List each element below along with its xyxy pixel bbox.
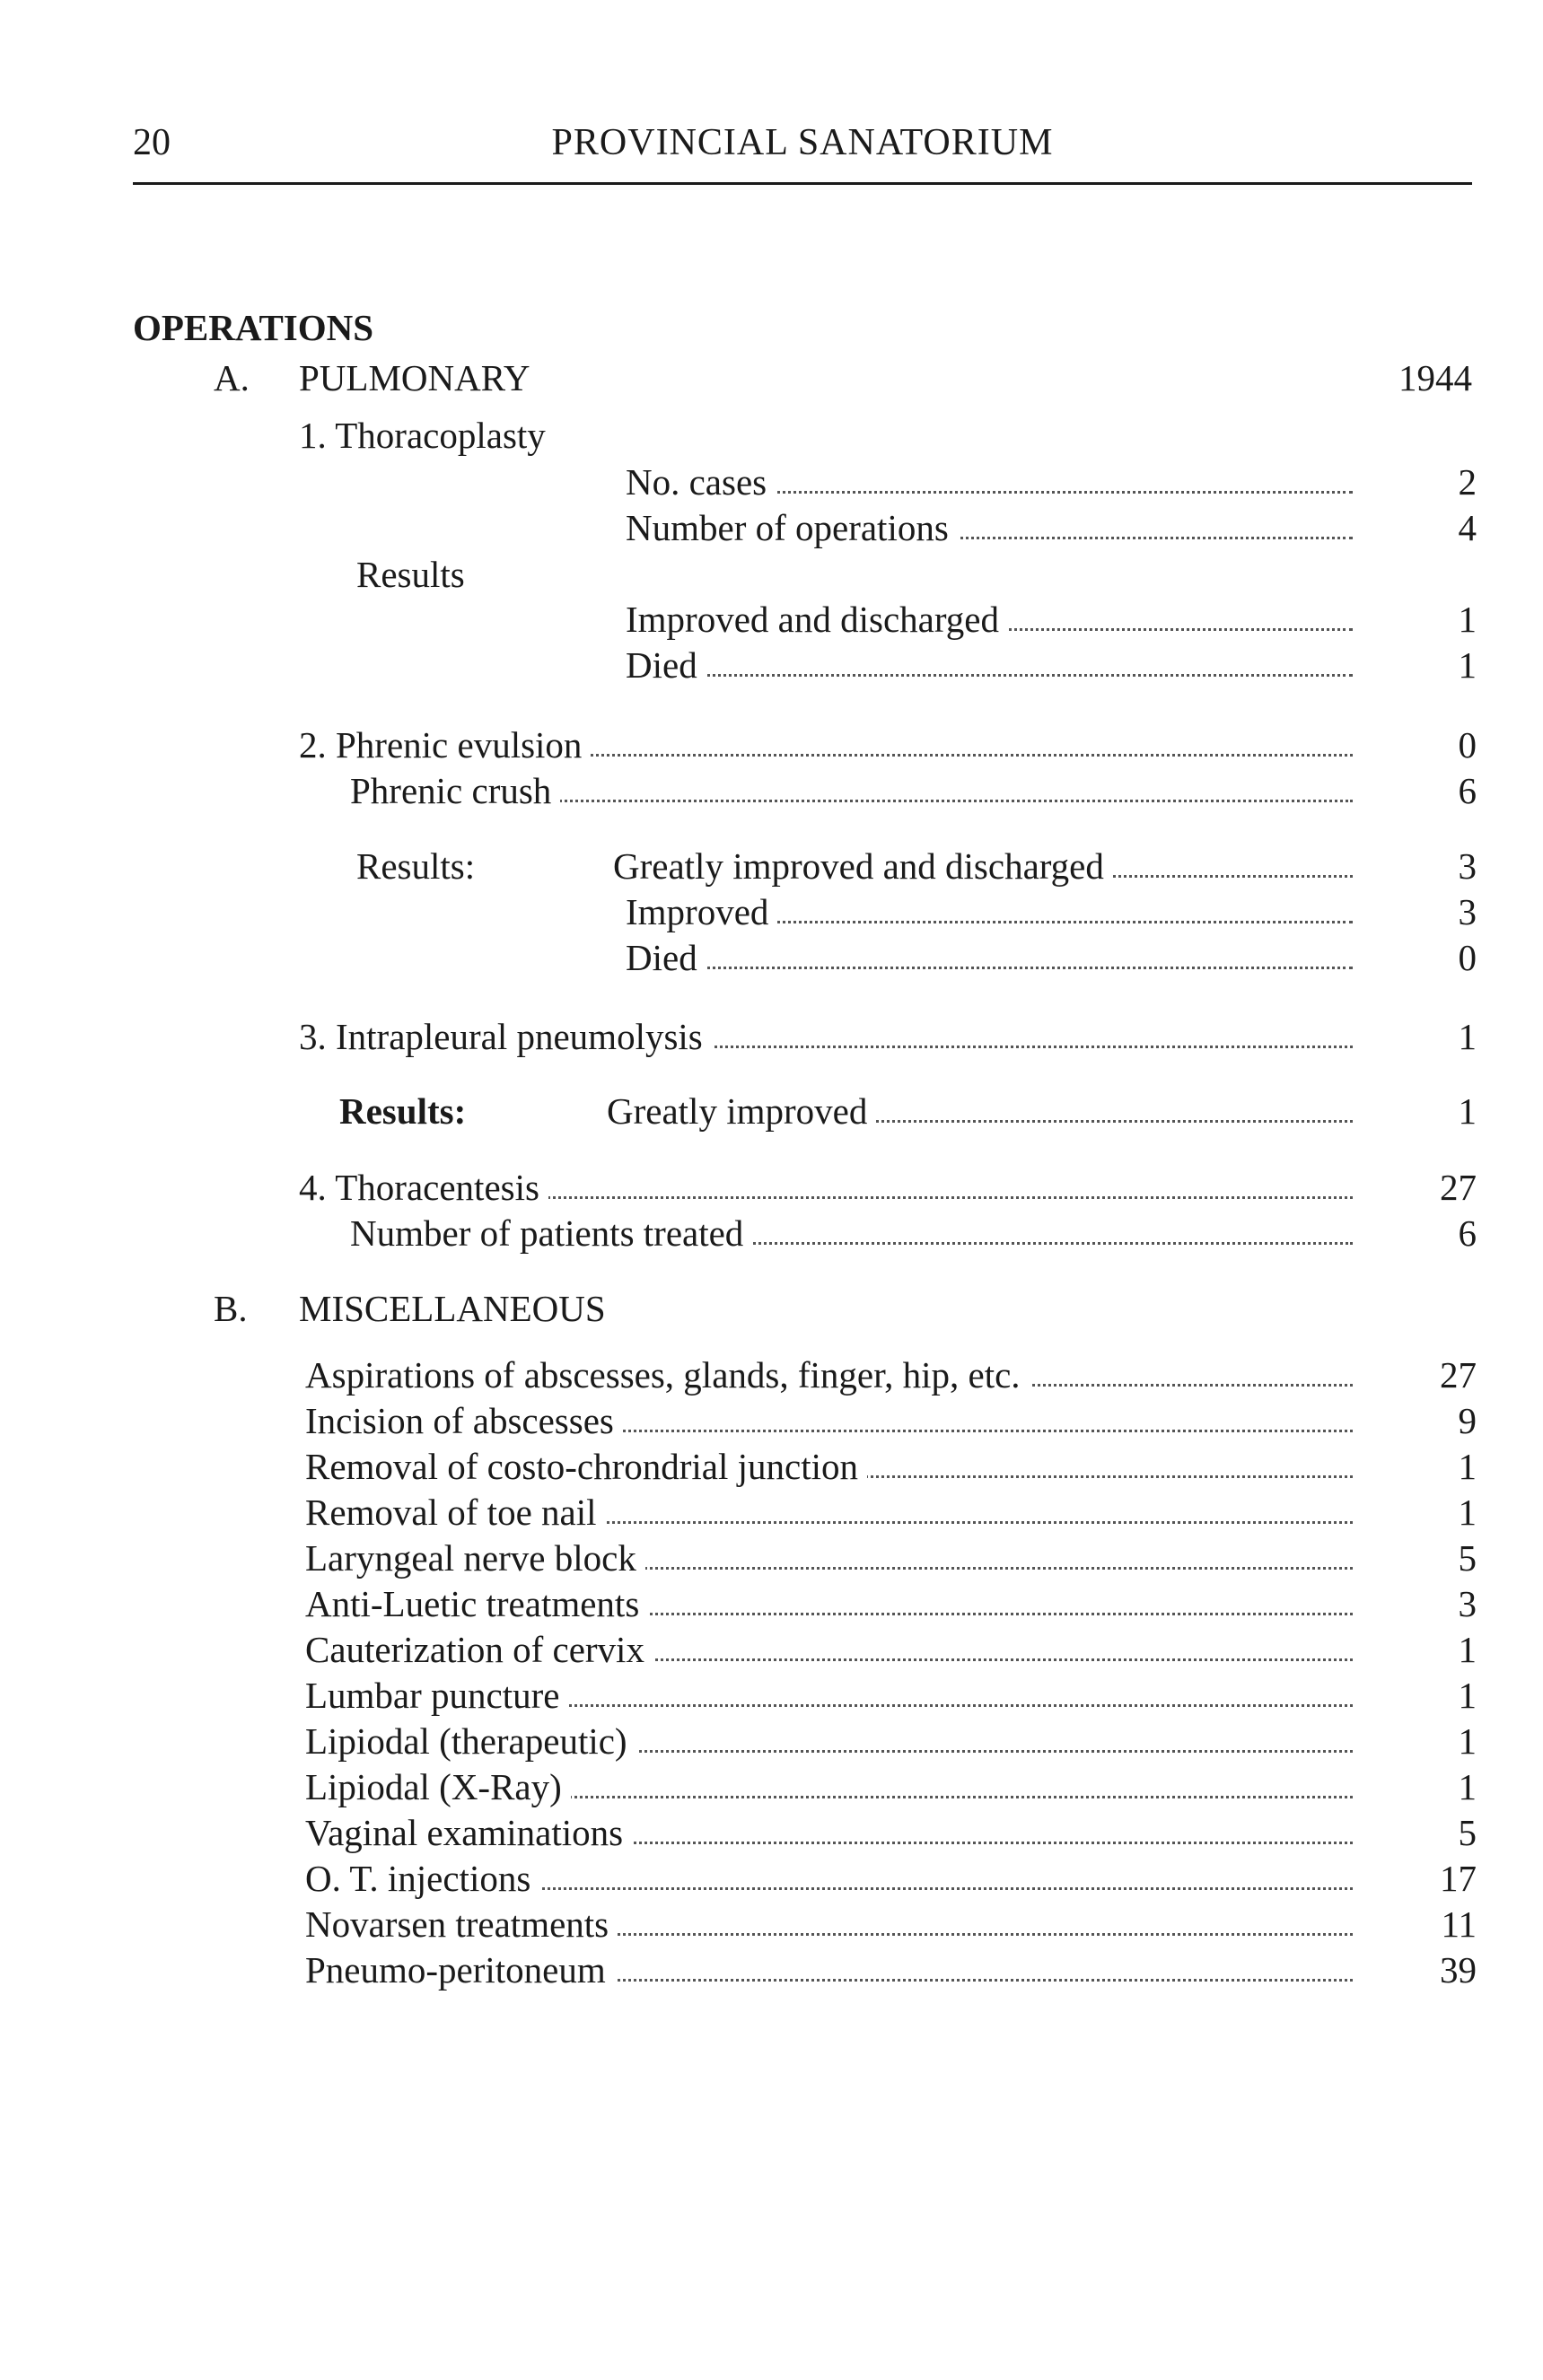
list-item xyxy=(305,1400,1353,1442)
row-label: Number of patients treated xyxy=(350,1215,752,1252)
table-row xyxy=(626,644,1353,687)
results-label: Results: xyxy=(356,845,476,887)
row-value: 11 xyxy=(1441,1903,1477,1945)
table-row xyxy=(350,770,1353,812)
row-value: 5 xyxy=(1458,1537,1477,1579)
row-label: Improved and discharged xyxy=(626,601,1008,638)
thoracoplasty-title: 1. Thoracoplasty xyxy=(299,415,546,456)
row-value: 27 xyxy=(1440,1354,1477,1396)
year-column-header: 1944 xyxy=(1398,357,1472,398)
row-label: Pneumo-peritoneum xyxy=(305,1952,615,1989)
row-value: 3 xyxy=(1458,845,1477,887)
row-value: 39 xyxy=(1440,1949,1477,1991)
row-value: 1 xyxy=(1458,1446,1477,1487)
row-value: 1 xyxy=(1458,1016,1477,1057)
row-value: 5 xyxy=(1458,1812,1477,1853)
row-value: 1 xyxy=(1458,1629,1477,1670)
running-title: PROVINCIAL SANATORIUM xyxy=(551,122,1054,163)
results-label: Results: xyxy=(339,1090,467,1132)
row-label: Novarsen treatments xyxy=(305,1906,618,1943)
row-label: Cauterization of cervix xyxy=(305,1632,653,1668)
row-value: 6 xyxy=(1458,770,1477,811)
list-item xyxy=(305,1860,1353,1900)
list-item xyxy=(305,1537,1353,1579)
list-item xyxy=(305,1629,1353,1671)
row-value: 1 xyxy=(1458,1720,1477,1762)
table-row xyxy=(626,891,1353,933)
dot-leader xyxy=(626,967,1353,969)
table-row xyxy=(299,1016,1353,1058)
row-label: Vaginal examinations xyxy=(305,1815,632,1851)
list-item xyxy=(305,1766,1353,1808)
page-number: 20 xyxy=(133,122,171,163)
row-value: 3 xyxy=(1458,891,1477,932)
list-item xyxy=(305,1903,1353,1946)
row-label: Died xyxy=(626,940,706,976)
list-item xyxy=(305,1949,1353,1991)
list-item xyxy=(305,1583,1353,1625)
row-value: 0 xyxy=(1458,724,1477,766)
row-value: 1 xyxy=(1458,1090,1477,1132)
table-row xyxy=(626,461,1353,503)
row-value: 9 xyxy=(1458,1400,1477,1441)
results-label: Results xyxy=(356,554,465,595)
row-label: Lipiodal (therapeutic) xyxy=(305,1723,636,1760)
list-item xyxy=(305,1448,1353,1488)
row-label: 3. Intrapleural pneumolysis xyxy=(299,1019,712,1055)
row-label: Phrenic crush xyxy=(350,773,560,809)
row-label: 4. Thoracentesis xyxy=(299,1169,548,1206)
row-value: 3 xyxy=(1458,1583,1477,1624)
row-value: 1 xyxy=(1458,1766,1477,1807)
row-label: Removal of costo-chrondrial junction xyxy=(305,1448,867,1485)
row-value: 6 xyxy=(1458,1212,1477,1254)
row-label: Improved xyxy=(626,894,777,931)
dot-leader xyxy=(626,674,1353,677)
list-item xyxy=(305,1720,1353,1763)
row-label: Removal of toe nail xyxy=(305,1494,606,1531)
row-value: 1 xyxy=(1458,644,1477,686)
row-label: Lumbar puncture xyxy=(305,1677,568,1714)
section-a-title: PULMONARY xyxy=(299,357,530,398)
page-header xyxy=(133,121,1472,185)
table-row xyxy=(299,1169,1353,1209)
row-value: 27 xyxy=(1440,1167,1477,1208)
row-value: 1 xyxy=(1458,1492,1477,1533)
table-row xyxy=(613,845,1353,888)
row-label: Incision of abscesses xyxy=(305,1403,623,1439)
row-label: Died xyxy=(626,647,706,684)
table-row xyxy=(626,507,1353,549)
row-label: O. T. injections xyxy=(305,1860,539,1897)
section-b-title: MISCELLANEOUS xyxy=(299,1288,606,1329)
row-label: Lipiodal (X-Ray) xyxy=(305,1769,571,1806)
row-value: 2 xyxy=(1458,461,1477,503)
table-row xyxy=(626,601,1353,641)
table-row xyxy=(607,1090,1353,1133)
row-value: 4 xyxy=(1458,507,1477,548)
row-value: 0 xyxy=(1458,937,1477,978)
table-row xyxy=(350,1212,1353,1255)
table-row xyxy=(626,937,1353,979)
table-row xyxy=(299,724,1353,766)
row-label: Greatly improved xyxy=(607,1093,876,1130)
row-value: 17 xyxy=(1440,1858,1477,1899)
list-item xyxy=(305,1812,1353,1854)
list-item xyxy=(305,1354,1353,1396)
list-item xyxy=(305,1677,1353,1717)
row-label: 2. Phrenic evulsion xyxy=(299,727,591,764)
section-a-label: A. xyxy=(214,357,250,398)
row-label: Greatly improved and discharged xyxy=(613,848,1113,885)
row-label: No. cases xyxy=(626,464,776,501)
row-label: Laryngeal nerve block xyxy=(305,1540,645,1577)
list-item xyxy=(305,1494,1353,1534)
row-label: Anti-Luetic treatments xyxy=(305,1586,648,1623)
row-value: 1 xyxy=(1458,1675,1477,1716)
row-value: 1 xyxy=(1458,599,1477,640)
row-label: Number of operations xyxy=(626,510,958,547)
operations-heading: OPERATIONS xyxy=(133,307,374,348)
row-label: Aspirations of abscesses, glands, finger, hip, etc. xyxy=(305,1357,1030,1394)
section-b-label: B. xyxy=(214,1288,248,1329)
